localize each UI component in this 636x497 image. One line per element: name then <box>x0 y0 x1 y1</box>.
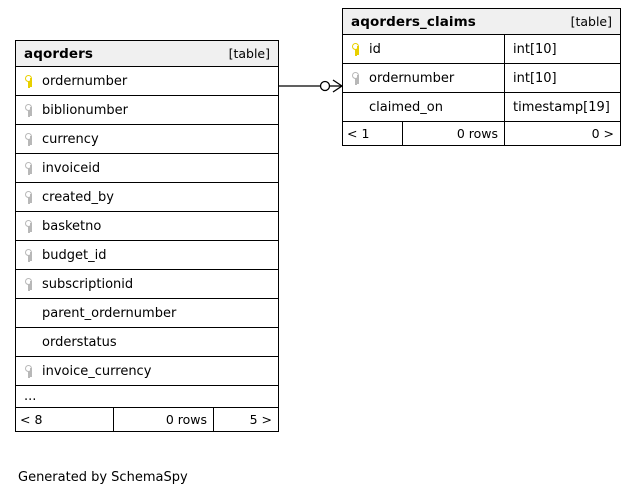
primary-key-icon <box>351 43 367 56</box>
table-aqorders-tag: [table] <box>228 46 270 61</box>
table-row[interactable] <box>16 183 278 212</box>
column-type: timestamp[19] <box>504 93 620 121</box>
foreign-key-icon <box>24 249 40 262</box>
column-label: basketno <box>42 218 102 234</box>
column-label: budget_id <box>42 247 107 263</box>
column-cell <box>16 103 278 118</box>
row-count-label: 0 rows <box>402 122 504 145</box>
table-aqorders-header <box>16 41 278 67</box>
foreign-key-icon <box>24 162 40 175</box>
column-label: claimed_on <box>369 99 443 115</box>
table-aqorders-claims-header <box>343 9 620 35</box>
column-label: id <box>369 41 381 57</box>
foreign-key-icon <box>24 220 40 233</box>
column-label: ordernumber <box>42 73 128 89</box>
column-label: ordernumber <box>369 70 455 86</box>
prev-page-button[interactable]: < 1 <box>347 126 370 141</box>
column-label: created_by <box>42 189 114 205</box>
generated-by-label: Generated by SchemaSpy <box>18 470 188 485</box>
table-row[interactable] <box>16 357 278 386</box>
foreign-key-icon <box>24 104 40 117</box>
table-row[interactable] <box>16 241 278 270</box>
table-row[interactable] <box>16 328 278 357</box>
column-cell <box>16 335 278 350</box>
table-row[interactable] <box>16 270 278 299</box>
column-cell <box>16 74 278 89</box>
foreign-key-icon <box>351 72 367 85</box>
table-row[interactable] <box>16 96 278 125</box>
table-row[interactable] <box>16 154 278 183</box>
column-label: biblionumber <box>42 102 129 118</box>
table-row[interactable] <box>343 35 620 64</box>
column-cell <box>343 71 504 86</box>
table-aqorders-claims-footer <box>343 122 620 145</box>
table-row[interactable] <box>16 125 278 154</box>
row-count-label: 0 rows <box>113 408 214 431</box>
prev-page-button[interactable]: < 8 <box>20 412 43 427</box>
column-label: currency <box>42 131 99 147</box>
next-page-button[interactable]: 5 > <box>249 412 272 427</box>
table-row[interactable] <box>16 212 278 241</box>
column-cell <box>16 132 278 147</box>
table-row[interactable] <box>16 299 278 328</box>
column-label: invoiceid <box>42 160 101 176</box>
more-columns-indicator: ... <box>16 386 278 408</box>
column-cell <box>16 364 278 379</box>
column-cell <box>16 306 278 321</box>
table-row[interactable] <box>16 67 278 96</box>
column-label: invoice_currency <box>42 363 152 379</box>
column-cell <box>343 100 504 115</box>
table-aqorders-claims-tag: [table] <box>570 14 612 29</box>
table-aqorders-title: aqorders <box>24 45 94 62</box>
foreign-key-icon <box>24 278 40 291</box>
table-aqorders-claims[interactable] <box>342 8 621 146</box>
table-aqorders[interactable] <box>15 40 279 432</box>
foreign-key-icon <box>24 133 40 146</box>
table-row[interactable] <box>343 64 620 93</box>
table-aqorders-footer <box>16 408 278 431</box>
column-cell <box>343 42 504 57</box>
table-row[interactable] <box>343 93 620 122</box>
column-cell <box>16 190 278 205</box>
column-cell <box>16 219 278 234</box>
column-label: subscriptionid <box>42 276 134 292</box>
foreign-key-icon <box>24 365 40 378</box>
column-cell <box>16 161 278 176</box>
table-aqorders-claims-title: aqorders_claims <box>351 13 476 30</box>
column-type: int[10] <box>504 35 620 63</box>
column-cell <box>16 248 278 263</box>
column-label: parent_ordernumber <box>42 305 177 321</box>
foreign-key-icon <box>24 191 40 204</box>
primary-key-icon <box>24 75 40 88</box>
column-cell <box>16 277 278 292</box>
next-page-button[interactable]: 0 > <box>504 122 620 145</box>
column-type: int[10] <box>504 64 620 92</box>
column-label: orderstatus <box>42 334 117 350</box>
